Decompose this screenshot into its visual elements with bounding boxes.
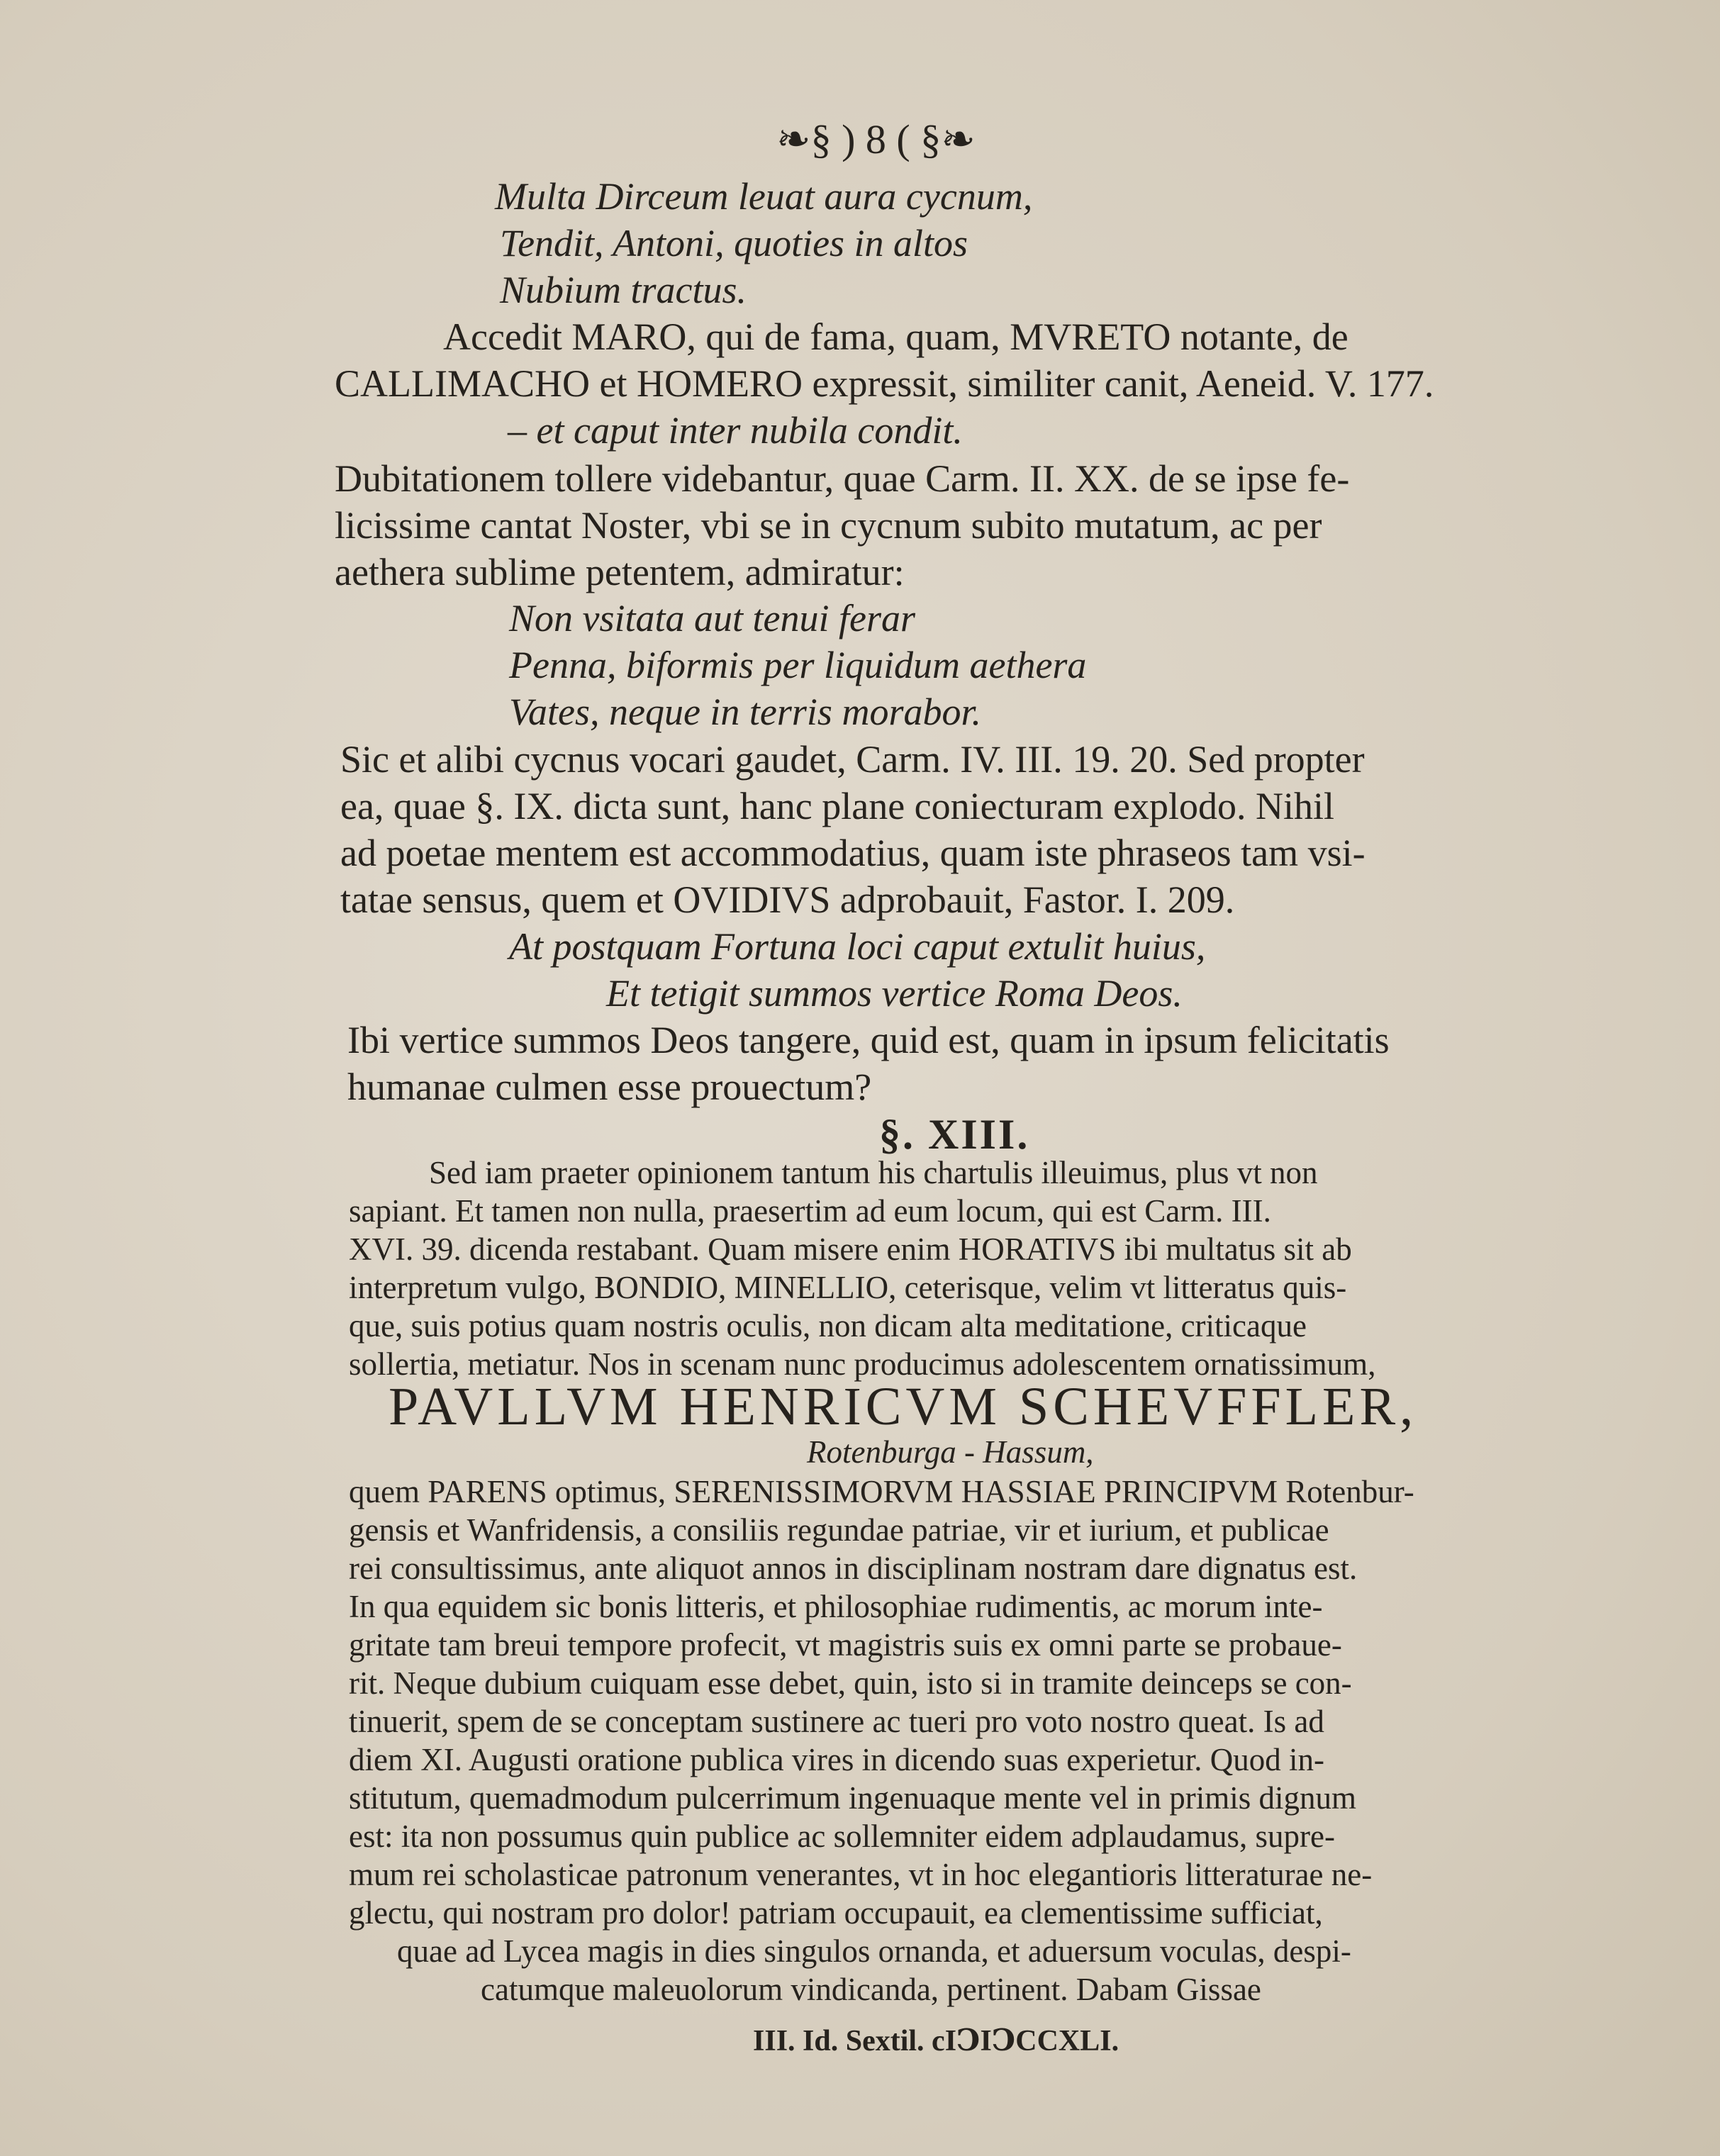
section-heading: §. XIII. xyxy=(879,1111,1030,1158)
text-line: tinuerit, spem de se conceptam sustinere ac tueri pro voto nostro queat. Is ad xyxy=(349,1704,1324,1739)
text-line: rit. Neque dubium cuiquam esse debet, quin, isto si in tramite deinceps se con- xyxy=(349,1665,1352,1701)
verse-line: Non vsitata aut tenui ferar xyxy=(509,597,915,639)
verse-line: Tendit, Antoni, quoties in altos xyxy=(500,222,968,264)
text-line: ea, quae §. IX. dicta sunt, hanc plane coniecturam explodo. Nihil xyxy=(340,785,1335,827)
text-line: aethera sublime petentem, admiratur: xyxy=(335,551,905,593)
verse-line: At postquam Fortuna loci caput extulit huius, xyxy=(509,925,1206,968)
text-line: catumque maleuolorum vindicanda, pertinent. Dabam Gissae xyxy=(481,1972,1261,2007)
text-line: que, suis potius quam nostris oculis, non dicam alta meditatione, criticaque xyxy=(349,1308,1307,1344)
text-line: Accedit MARO, qui de fama, quam, MVRETO notante, de xyxy=(443,315,1348,358)
verse-line: Vates, neque in terris morabor. xyxy=(509,691,981,733)
verse-line: Penna, biformis per liquidum aethera xyxy=(509,644,1087,686)
text-line: stitutum, quemadmodum pulcerrimum ingenuaque mente vel in primis dignum xyxy=(349,1780,1357,1816)
closing-date: III. Id. Sextil. cIↃIↃCCXLI. xyxy=(753,2025,1119,2057)
text-line: Ibi vertice summos Deos tangere, quid est, quam in ipsum felicitatis xyxy=(347,1019,1390,1061)
text-line: licissime cantat Noster, vbi se in cycnum subito mutatum, ac per xyxy=(335,504,1322,547)
text-line: mum rei scholasticae patronum venerantes, vt in hoc elegantioris litteraturae ne- xyxy=(349,1857,1373,1892)
text-line: humanae culmen esse prouectum? xyxy=(347,1066,872,1108)
text-line: Dubitationem tollere videbantur, quae Carm. II. XX. de se ipse fe- xyxy=(335,457,1350,500)
text-line: rei consultissimus, ante aliquot annos in disciplinam nostram dare dignatus est. xyxy=(349,1551,1358,1586)
text-line: ad poetae mentem est accommodatius, quam iste phraseos tam vsi- xyxy=(340,832,1366,874)
verse-line: Multa Dirceum leuat aura cycnum, xyxy=(495,175,1033,218)
text-line: quem PARENS optimus, SERENISSIMORVM HASSIAE PRINCIPVM Rotenbur- xyxy=(349,1474,1414,1509)
text-line: – et caput inter nubila condit. xyxy=(508,409,963,452)
text-line: diem XI. Augusti oratione publica vires in dicendo suas experietur. Quod in- xyxy=(349,1742,1324,1777)
text-line: tatae sensus, quem et OVIDIVS adprobauit, Fastor. I. 209. xyxy=(340,878,1235,921)
verse-line: Et tetigit summos vertice Roma Deos. xyxy=(606,972,1183,1015)
text-line: glectu, qui nostram pro dolor! patriam occupauit, ea clementissime sufficiat, xyxy=(349,1895,1323,1931)
text-line: est: ita non possumus quin publice ac sollemniter eidem adplaudamus, supre- xyxy=(349,1819,1335,1854)
text-line: gritate tam breui tempore profecit, vt magistris suis ex omni parte se probaue- xyxy=(349,1627,1342,1663)
text-line: CALLIMACHO et HOMERO expressit, similiter canit, Aeneid. V. 177. xyxy=(335,362,1434,405)
honoree-origin: Rotenburga - Hassum, xyxy=(807,1434,1094,1470)
text-line: sollertia, metiatur. Nos in scenam nunc producimus adolescentem ornatissimum, xyxy=(349,1346,1376,1382)
text-line: gensis et Wanfridensis, a consiliis regundae patriae, vir et iurium, et publicae xyxy=(349,1512,1329,1548)
text-line: XVI. 39. dicenda restabant. Quam misere enim HORATIVS ibi multatus sit ab xyxy=(349,1231,1352,1267)
page-number-header: ❧§ ) 8 ( §❧ xyxy=(776,116,976,162)
honoree-name: PAVLLVM HENRICVM SCHEVFFLER, xyxy=(389,1377,1418,1436)
text-line: Sed iam praeter opinionem tantum his chartulis illeuimus, plus vt non xyxy=(429,1155,1318,1190)
text-line: interpretum vulgo, BONDIO, MINELLIO, ceterisque, velim vt litteratus quis- xyxy=(349,1270,1347,1305)
text-line: quae ad Lycea magis in dies singulos ornanda, et aduersum voculas, despi- xyxy=(397,1933,1351,1969)
verse-line: Nubium tractus. xyxy=(500,269,747,311)
text-line: Sic et alibi cycnus vocari gaudet, Carm. IV. III. 19. 20. Sed propter xyxy=(340,738,1365,781)
text-line: sapiant. Et tamen non nulla, praesertim ad eum locum, qui est Carm. III. xyxy=(349,1193,1271,1229)
text-line: In qua equidem sic bonis litteris, et philosophiae rudimentis, ac morum inte- xyxy=(349,1589,1323,1624)
